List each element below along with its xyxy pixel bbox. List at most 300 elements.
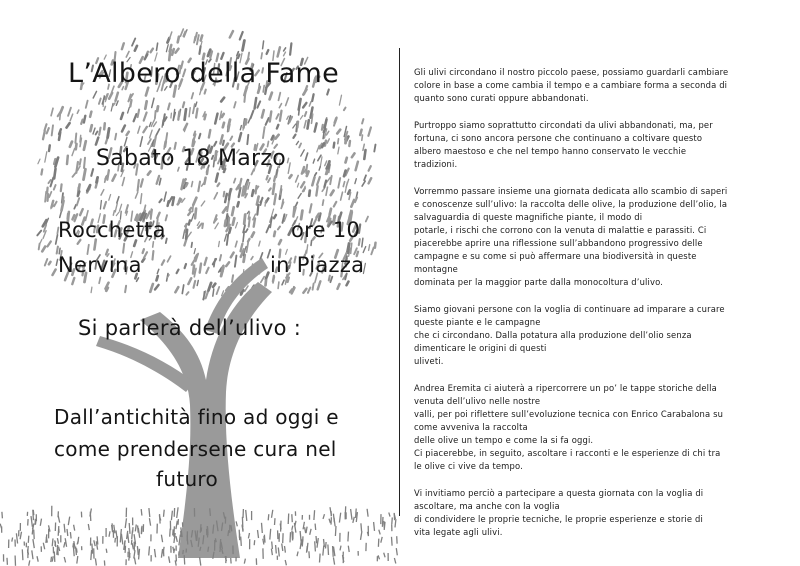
grass-blade (76, 547, 77, 556)
paragraph-line: Vorremmo passare insieme una giornata dedicata allo scambio di saperi (414, 186, 728, 196)
leaf-stroke (218, 183, 220, 186)
leaf-stroke (47, 128, 49, 133)
leaf-stroke (199, 46, 200, 54)
leaf-stroke (290, 175, 292, 178)
leaf-stroke (41, 169, 42, 174)
grass-blade (374, 522, 375, 531)
grass-blade (367, 509, 368, 517)
leaf-stroke (299, 108, 300, 115)
leaf-stroke (184, 124, 187, 130)
leaf-stroke (331, 191, 334, 195)
leaf-stroke (248, 239, 250, 242)
leaf-stroke (109, 195, 111, 201)
leaf-stroke (80, 209, 83, 215)
grass-blade (323, 514, 325, 519)
leaf-stroke (312, 94, 313, 101)
leaf-stroke (364, 175, 366, 180)
grass-blade (361, 523, 362, 531)
leaf-stroke (235, 256, 237, 267)
leaf-stroke (374, 145, 375, 152)
leaf-stroke (298, 194, 301, 199)
leaf-stroke (290, 43, 291, 54)
leaf-stroke (220, 111, 222, 119)
leaf-stroke (84, 116, 85, 123)
leaf-stroke (293, 124, 296, 128)
leaf-stroke (166, 239, 167, 244)
leaf-stroke (278, 227, 280, 230)
leaf-stroke (201, 42, 202, 46)
leaf-stroke (196, 102, 197, 106)
leaf-stroke (276, 114, 278, 119)
leaf-stroke (278, 282, 279, 289)
leaf-stroke (45, 152, 47, 162)
leaf-stroke (344, 171, 346, 177)
leaf-stroke (144, 113, 147, 121)
leaf-stroke (313, 159, 314, 163)
leaf-stroke (125, 286, 126, 292)
grass-blade (356, 509, 357, 518)
paragraph-line: queste piante e le campagne (414, 317, 541, 327)
grass-blade (339, 513, 340, 523)
leaf-stroke (42, 247, 45, 252)
grass-blade (314, 510, 315, 520)
leaf-stroke (193, 104, 195, 113)
poster-panel (0, 0, 398, 566)
paragraph-line: le olive ci vive da tempo. (414, 461, 523, 471)
leaf-stroke (70, 142, 72, 147)
leaf-stroke (325, 120, 327, 128)
leaf-stroke (100, 201, 101, 210)
leaf-stroke (54, 169, 55, 179)
grass-blade (138, 525, 139, 532)
grass-blade (155, 549, 156, 557)
leaf-stroke (225, 194, 227, 202)
leaf-stroke (230, 137, 232, 141)
leaf-stroke (99, 278, 100, 284)
leaf-stroke (248, 118, 250, 123)
leaf-stroke (297, 183, 298, 187)
leaf-stroke (168, 38, 170, 42)
grass-blade (115, 538, 116, 543)
grass-blade (176, 521, 177, 529)
leaf-stroke (286, 98, 289, 106)
leaf-stroke (113, 211, 114, 216)
leaf-stroke (72, 149, 75, 156)
leaf-stroke (76, 144, 77, 149)
leaf-stroke (355, 179, 356, 184)
leaf-stroke (48, 242, 51, 247)
grass-blade (32, 550, 33, 559)
leaf-stroke (150, 284, 153, 292)
leaf-stroke (104, 107, 105, 111)
grass-blade (262, 523, 263, 533)
leaf-stroke (192, 93, 194, 99)
subtitle-line-3: futuro (156, 467, 219, 491)
leaf-stroke (202, 224, 203, 229)
leaf-stroke (84, 158, 85, 168)
leaf-stroke (166, 45, 168, 52)
grass-blade (37, 556, 38, 562)
leaf-stroke (266, 118, 269, 125)
grass-blade (329, 519, 330, 523)
grass-blade (295, 521, 296, 527)
leaf-stroke (335, 118, 337, 122)
leaf-stroke (153, 251, 154, 260)
leaf-stroke (102, 96, 104, 104)
leaf-stroke (246, 229, 248, 232)
paragraph-line: dominata per la maggior parte dalla monocoltura d’ulivo. (414, 277, 664, 287)
location-line-2: Nervina (58, 253, 142, 277)
location-line-1: Rocchetta (58, 218, 166, 242)
paragraph-line: albero maestoso e che nel tempo hanno conservato le vecchie (414, 146, 687, 156)
leaf-stroke (178, 37, 179, 43)
leaf-stroke (99, 128, 100, 135)
leaf-stroke (107, 170, 109, 180)
leaf-stroke (67, 156, 68, 164)
leaf-stroke (252, 190, 253, 196)
leaf-stroke (279, 93, 281, 101)
leaf-stroke (157, 106, 158, 111)
leaf-stroke (325, 161, 327, 166)
grass-blade (129, 523, 130, 534)
leaf-stroke (116, 212, 119, 216)
grass-blade (285, 560, 286, 565)
grass-blade (64, 542, 65, 547)
leaf-stroke (322, 125, 323, 130)
leaf-stroke (266, 279, 267, 285)
leaf-stroke (96, 138, 98, 145)
leaf-stroke (186, 292, 188, 295)
grass-blade (54, 552, 55, 562)
leaf-stroke (159, 179, 160, 185)
grass-blade (174, 526, 175, 536)
leaf-stroke (111, 103, 113, 111)
leaf-stroke (217, 287, 220, 294)
grass-blade (382, 517, 383, 527)
leaf-stroke (338, 139, 339, 144)
description-paragraph-1 (414, 66, 782, 105)
grass-blade (77, 556, 78, 564)
leaf-stroke (303, 289, 306, 293)
leaf-stroke (222, 114, 224, 117)
grass-blade (132, 543, 133, 549)
leaf-stroke (108, 128, 110, 137)
leaf-stroke (157, 269, 159, 273)
leaf-stroke (270, 93, 272, 100)
leaf-stroke (246, 119, 247, 124)
leaf-stroke (172, 49, 174, 55)
leaf-stroke (51, 108, 53, 115)
grass-blade (302, 536, 303, 546)
grass-blade (77, 541, 78, 545)
grass-blade (272, 542, 273, 550)
paragraph-line: venuta dell’ulivo nelle nostre (414, 396, 541, 406)
event-topic: Si parlerà dell’ulivo : (78, 316, 302, 340)
leaf-stroke (128, 108, 130, 114)
leaf-stroke (338, 178, 340, 188)
grass-blade (282, 544, 283, 552)
grass-blade (244, 559, 245, 564)
grass-blade (109, 531, 110, 537)
leaf-stroke (305, 153, 307, 160)
leaf-stroke (323, 200, 324, 205)
leaf-stroke (134, 114, 137, 121)
grass-blade (58, 526, 59, 536)
leaf-stroke (205, 258, 207, 265)
grass-blade (271, 549, 272, 556)
leaf-stroke (115, 134, 116, 140)
leaf-stroke (188, 232, 192, 237)
grass-blade (46, 537, 47, 543)
leaf-stroke (318, 281, 321, 289)
leaf-stroke (233, 218, 235, 225)
leaf-stroke (338, 284, 340, 289)
leaf-stroke (225, 221, 226, 227)
leaf-stroke (209, 283, 212, 291)
leaf-stroke (53, 270, 56, 276)
grass-blade (94, 540, 95, 546)
leaf-stroke (185, 109, 186, 120)
leaf-stroke (238, 202, 239, 206)
poster-title: L’Albero della Fame (68, 58, 340, 89)
leaf-stroke (145, 101, 146, 109)
leaf-stroke (279, 240, 281, 244)
leaf-stroke (369, 245, 370, 251)
grass-blade (142, 526, 143, 534)
paragraph-line: montagne (414, 264, 458, 274)
description-paragraph-5 (414, 382, 782, 473)
leaf-stroke (223, 141, 224, 145)
leaf-stroke (219, 241, 220, 246)
leaf-stroke (287, 116, 289, 119)
leaf-stroke (343, 182, 344, 187)
leaf-stroke (362, 238, 363, 247)
paragraph-line: vita legate agli ulivi. (414, 527, 503, 537)
grass-blade (328, 545, 329, 556)
leaf-stroke (183, 230, 185, 238)
leaf-stroke (263, 127, 265, 138)
grass-blade (392, 517, 393, 524)
paragraph-line: Andrea Eremita ci aiuterà a ripercorrere un po’ le tappe storiche della (414, 383, 717, 393)
leaf-stroke (143, 127, 147, 133)
leaf-stroke (322, 143, 324, 147)
leaf-stroke (154, 136, 156, 146)
leaf-stroke (228, 218, 229, 227)
leaf-stroke (148, 139, 151, 144)
grass-blade (323, 546, 324, 556)
leaf-stroke (280, 111, 282, 121)
leaf-stroke (194, 249, 195, 254)
leaf-stroke (186, 183, 188, 186)
leaf-stroke (363, 144, 364, 150)
grass-blade (33, 539, 34, 548)
grass-blade (208, 547, 209, 552)
leaf-stroke (301, 150, 304, 156)
grass-blade (340, 546, 341, 551)
leaf-stroke (74, 205, 76, 209)
leaf-stroke (124, 138, 127, 146)
leaf-stroke (54, 202, 57, 207)
event-time: ore 10 (291, 218, 361, 242)
grass-blade (67, 529, 68, 536)
leaf-stroke (307, 172, 309, 176)
leaf-stroke (141, 179, 143, 187)
grass-blade (389, 513, 390, 517)
grass-blade (55, 541, 56, 546)
leaf-stroke (330, 209, 331, 215)
leaf-stroke (159, 199, 161, 202)
leaf-stroke (49, 262, 51, 265)
leaf-stroke (213, 289, 214, 296)
leaf-stroke (296, 176, 299, 183)
leaf-stroke (243, 41, 245, 51)
leaf-stroke (121, 113, 123, 119)
leaf-stroke (188, 212, 191, 215)
leaf-stroke (204, 178, 205, 184)
leaf-stroke (201, 36, 203, 41)
grass-blade (348, 546, 349, 552)
leaf-stroke (122, 43, 124, 49)
leaf-stroke (138, 180, 139, 191)
leaf-stroke (214, 193, 217, 199)
leaf-stroke (363, 247, 366, 253)
leaf-stroke (362, 181, 365, 186)
leaf-stroke (347, 282, 349, 286)
leaf-stroke (168, 256, 171, 262)
leaf-stroke (175, 287, 178, 292)
grass-blade (120, 535, 121, 543)
leaf-stroke (130, 100, 131, 107)
leaf-stroke (157, 43, 158, 50)
grass-blade (141, 509, 142, 515)
grass-blade (268, 514, 269, 520)
grass-blade (378, 555, 379, 559)
grass-blade (307, 546, 308, 553)
leaf-stroke (153, 242, 154, 247)
leaf-stroke (197, 281, 198, 286)
leaf-stroke (308, 120, 309, 128)
leaf-stroke (195, 209, 196, 219)
leaf-stroke (101, 190, 104, 195)
leaf-stroke (221, 267, 223, 275)
leaf-stroke (229, 189, 231, 200)
leaf-stroke (356, 162, 358, 171)
grass-blade (137, 546, 138, 555)
grass-blade (95, 558, 96, 565)
grass-blade (173, 547, 174, 552)
leaf-stroke (352, 153, 355, 157)
leaf-stroke (148, 171, 151, 174)
grass-blade (381, 537, 382, 543)
grass-blade (58, 516, 60, 523)
leaf-stroke (93, 128, 95, 134)
leaf-stroke (236, 223, 238, 228)
leaf-stroke (193, 198, 196, 205)
leaf-stroke (63, 197, 64, 203)
leaf-stroke (266, 225, 269, 232)
leaf-stroke (192, 182, 193, 187)
leaf-stroke (273, 184, 275, 194)
description-paragraph-6 (414, 487, 782, 539)
leaf-stroke (362, 119, 363, 123)
grass-blade (70, 532, 71, 538)
leaf-stroke (72, 278, 74, 284)
leaf-stroke (152, 98, 154, 107)
grass-blade (320, 554, 321, 563)
leaf-stroke (214, 215, 217, 223)
leaf-stroke (368, 127, 371, 135)
leaf-stroke (371, 248, 373, 255)
leaf-stroke (227, 234, 228, 245)
leaf-stroke (189, 108, 190, 117)
leaf-stroke (171, 113, 172, 118)
grass-blade (64, 557, 65, 562)
leaf-stroke (247, 135, 248, 144)
leaf-stroke (164, 192, 166, 201)
leaf-stroke (39, 244, 40, 250)
leaf-stroke (319, 167, 320, 171)
grass-blade (16, 533, 17, 543)
leaf-stroke (284, 48, 286, 51)
leaf-stroke (305, 112, 307, 116)
grass-blade (348, 532, 349, 542)
leaf-stroke (186, 230, 187, 239)
description-paragraph-4 (414, 303, 782, 368)
leaf-stroke (276, 135, 279, 139)
leaf-stroke (230, 31, 233, 37)
paragraph-line: Vi invitiamo perciò a partecipare a questa giornata con la voglia di (414, 488, 704, 498)
grass-blade (335, 526, 336, 536)
description-paragraph-2 (414, 119, 782, 171)
grass-blade (351, 509, 352, 520)
grass-blade (164, 510, 165, 517)
grass-blade (280, 524, 281, 530)
grass-blade (248, 533, 249, 538)
leaf-stroke (176, 49, 179, 53)
leaf-stroke (288, 278, 289, 282)
grass-blade (34, 530, 35, 540)
leaf-stroke (177, 270, 179, 274)
leaf-stroke (155, 285, 159, 290)
leaf-stroke (113, 175, 116, 181)
grass-blade (297, 552, 298, 557)
leaf-stroke (200, 90, 202, 95)
leaf-stroke (249, 217, 250, 226)
grass-blade (310, 529, 311, 535)
leaf-stroke (151, 49, 153, 53)
leaf-stroke (206, 268, 208, 273)
paragraph-line: come avveniva la raccolta (414, 422, 528, 432)
leaf-stroke (288, 163, 290, 174)
grass-blade (52, 556, 53, 561)
leaf-stroke (183, 102, 184, 107)
leaf-stroke (185, 224, 187, 227)
leaf-stroke (235, 241, 237, 247)
leaf-stroke (144, 252, 147, 258)
leaf-stroke (122, 178, 124, 186)
grass-blade (116, 530, 117, 539)
grass-blade (170, 529, 171, 537)
leaf-stroke (214, 259, 215, 267)
grass-blade (88, 524, 89, 530)
leaf-stroke (300, 116, 302, 120)
leaf-stroke (240, 32, 243, 40)
grass-blade (384, 553, 385, 558)
leaf-stroke (257, 197, 259, 205)
paragraph-line: colore in base a come cambia il tempo e a cambiare forma a seconda di (414, 80, 728, 90)
grass-blade (68, 517, 69, 526)
grass-blade (28, 536, 29, 543)
